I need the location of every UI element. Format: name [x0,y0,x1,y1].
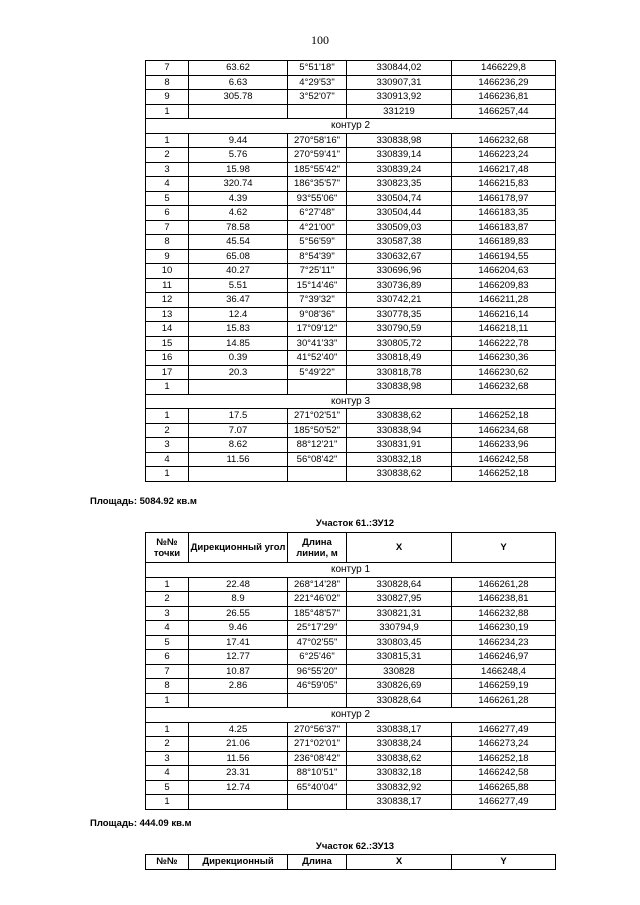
x-coordinate-cell: 330803,45 [347,635,452,650]
contour-row [146,394,556,409]
length-cell: 5.76 [189,148,288,163]
y-coordinate-cell: 1466273,24 [452,737,556,752]
direction-angle-cell: 221°46'02" [288,592,347,607]
point-number-cell: 7 [146,220,189,235]
table-row [146,679,556,694]
y-coordinate-cell: 1466252,18 [452,751,556,766]
table-row [146,264,556,279]
contour-row [146,119,556,134]
x-coordinate-cell: 330794,9 [347,621,452,636]
table-row [146,780,556,795]
x-coordinate-cell: 330815,31 [347,650,452,665]
y-coordinate-cell: 1466232,88 [452,606,556,621]
length-cell: 20.3 [189,365,288,380]
y-coordinate-cell: 1466257,44 [452,104,556,119]
point-number-cell: 1 [146,380,189,395]
table-row [146,722,556,737]
x-coordinate-cell: 330778,35 [347,307,452,322]
x-coordinate-cell: 330838,98 [347,133,452,148]
contour-label: контур 2 [146,119,556,134]
direction-angle-cell: 41°52'40" [288,351,347,366]
y-coordinate-cell: 1466252,18 [452,467,556,482]
point-number-cell: 3 [146,751,189,766]
table-row [146,592,556,607]
y-coordinate-cell: 1466222,78 [452,336,556,351]
x-coordinate-cell: 330790,59 [347,322,452,337]
direction-angle-cell [288,693,347,708]
direction-angle-cell: 6°25'46" [288,650,347,665]
x-coordinate-cell: 330838,94 [347,423,452,438]
contour-2-rows [146,722,556,809]
x-coordinate-cell: 330828,64 [347,577,452,592]
length-cell: 14.85 [189,336,288,351]
direction-angle-cell: 271°02'51" [288,409,347,424]
direction-angle-cell [288,380,347,395]
table-row [146,423,556,438]
direction-angle-cell: 185°55'42" [288,162,347,177]
direction-angle-cell [288,104,347,119]
area-summary: Площадь: 444.09 кв.м [90,818,192,829]
y-coordinate-cell: 1466230,62 [452,365,556,380]
contour-label: контур 3 [146,394,556,409]
table-row [146,452,556,467]
point-number-cell: 8 [146,75,189,90]
direction-angle-cell: 88°12'21" [288,438,347,453]
table-row [146,409,556,424]
table-row [146,351,556,366]
length-cell: 11.56 [189,452,288,467]
contour-row [146,708,556,723]
direction-angle-cell: 268°14'28" [288,577,347,592]
x-coordinate-cell: 330838,17 [347,722,452,737]
parcel-table-next [145,854,556,870]
point-number-cell: 3 [146,606,189,621]
table-row [146,606,556,621]
x-coordinate-cell: 330913,92 [347,90,452,105]
contour-1-rows [146,61,556,119]
point-number-cell: 1 [146,104,189,119]
direction-angle-cell [288,795,347,810]
y-coordinate-cell: 1466265,88 [452,780,556,795]
point-number-cell: 5 [146,780,189,795]
length-cell: 22.48 [189,577,288,592]
point-number-cell: 1 [146,722,189,737]
x-coordinate-cell: 330828,64 [347,693,452,708]
point-number-cell: 5 [146,635,189,650]
table-row [146,220,556,235]
table-row [146,75,556,90]
header-x: X [347,533,452,563]
x-coordinate-cell: 330832,92 [347,780,452,795]
point-number-cell: 8 [146,679,189,694]
direction-angle-cell: 15°14'46" [288,278,347,293]
point-number-cell: 16 [146,351,189,366]
page-number: 100 [311,33,329,47]
direction-angle-cell: 3°52'07" [288,90,347,105]
point-number-cell: 1 [146,409,189,424]
length-cell: 9.44 [189,133,288,148]
point-number-cell: 9 [146,90,189,105]
x-coordinate-cell: 330838,62 [347,409,452,424]
length-cell [189,104,288,119]
direction-angle-cell: 270°59'41" [288,148,347,163]
length-cell: 17.41 [189,635,288,650]
point-number-cell: 5 [146,191,189,206]
point-number-cell: 4 [146,766,189,781]
length-cell: 12.4 [189,307,288,322]
y-coordinate-cell: 1466217,48 [452,162,556,177]
x-coordinate-cell: 330838,62 [347,467,452,482]
y-coordinate-cell: 1466261,28 [452,693,556,708]
table-row [146,307,556,322]
direction-angle-cell: 88°10'51" [288,766,347,781]
x-coordinate-cell: 330805,72 [347,336,452,351]
y-coordinate-cell: 1466189,83 [452,235,556,250]
table-row [146,380,556,395]
x-coordinate-cell: 330587,38 [347,235,452,250]
header-point-number: №№ точки [146,533,189,563]
length-cell: 26.55 [189,606,288,621]
table-row [146,278,556,293]
point-number-cell: 14 [146,322,189,337]
table-row [146,133,556,148]
table-row [146,664,556,679]
y-coordinate-cell: 1466232,68 [452,133,556,148]
x-coordinate-cell: 330831,91 [347,438,452,453]
direction-angle-cell: 65°40'04" [288,780,347,795]
header-x: X [347,855,452,870]
length-cell: 4.39 [189,191,288,206]
table-row [146,206,556,221]
x-coordinate-cell: 330828 [347,664,452,679]
x-coordinate-cell: 330818,49 [347,351,452,366]
header-line-length: Длина [288,855,347,870]
direction-angle-cell: 5°51'18" [288,61,347,76]
table-row [146,635,556,650]
y-coordinate-cell: 1466230,19 [452,621,556,636]
header-y: Y [452,855,556,870]
y-coordinate-cell: 1466229,8 [452,61,556,76]
y-coordinate-cell: 1466233,96 [452,438,556,453]
x-coordinate-cell: 330832,18 [347,766,452,781]
x-coordinate-cell: 330907,31 [347,75,452,90]
point-number-cell: 15 [146,336,189,351]
contour-3-rows [146,409,556,482]
table-row [146,751,556,766]
length-cell: 15.83 [189,322,288,337]
y-coordinate-cell: 1466209,83 [452,278,556,293]
length-cell: 17.5 [189,409,288,424]
direction-angle-cell: 30°41'33" [288,336,347,351]
direction-angle-cell: 4°21'00" [288,220,347,235]
table-row [146,737,556,752]
length-cell: 36.47 [189,293,288,308]
table-row [146,249,556,264]
length-cell: 2.86 [189,679,288,694]
point-number-cell: 2 [146,737,189,752]
x-coordinate-cell: 330827,95 [347,592,452,607]
direction-angle-cell: 93°55'06" [288,191,347,206]
y-coordinate-cell: 1466246,97 [452,650,556,665]
y-coordinate-cell: 1466204,63 [452,264,556,279]
length-cell: 40.27 [189,264,288,279]
point-number-cell: 3 [146,438,189,453]
direction-angle-cell: 5°49'22" [288,365,347,380]
point-number-cell: 7 [146,664,189,679]
x-coordinate-cell: 330839,14 [347,148,452,163]
x-coordinate-cell: 330844,02 [347,61,452,76]
point-number-cell: 11 [146,278,189,293]
table-row [146,650,556,665]
length-cell [189,795,288,810]
y-coordinate-cell: 1466236,81 [452,90,556,105]
length-cell: 4.62 [189,206,288,221]
length-cell: 21.06 [189,737,288,752]
table-row [146,148,556,163]
length-cell: 63.62 [189,61,288,76]
direction-angle-cell: 8°54'39" [288,249,347,264]
length-cell: 6.63 [189,75,288,90]
point-number-cell: 17 [146,365,189,380]
y-coordinate-cell: 1466248,4 [452,664,556,679]
x-coordinate-cell: 330632,67 [347,249,452,264]
table-row [146,365,556,380]
direction-angle-cell: 270°56'37" [288,722,347,737]
table-header-row [146,533,556,563]
y-coordinate-cell: 1466218,11 [452,322,556,337]
length-cell: 45.54 [189,235,288,250]
point-number-cell: 1 [146,693,189,708]
direction-angle-cell: 186°35'57" [288,177,347,192]
x-coordinate-cell: 330504,74 [347,191,452,206]
direction-angle-cell: 270°58'16" [288,133,347,148]
x-coordinate-cell: 330696,96 [347,264,452,279]
length-cell: 10.87 [189,664,288,679]
length-cell: 23.31 [189,766,288,781]
x-coordinate-cell: 330736,89 [347,278,452,293]
point-number-cell: 10 [146,264,189,279]
y-coordinate-cell: 1466216,14 [452,307,556,322]
parcel-title: Участок 62.:ЗУ13 [315,841,395,852]
contour-label: контур 2 [146,708,556,723]
y-coordinate-cell: 1466178,97 [452,191,556,206]
table-header-row [146,855,556,870]
direction-angle-cell: 17°09'12" [288,322,347,337]
length-cell [189,467,288,482]
table-row [146,104,556,119]
x-coordinate-cell: 330818,78 [347,365,452,380]
y-coordinate-cell: 1466183,35 [452,206,556,221]
parcel-title: Участок 61.:ЗУ12 [315,518,395,529]
table-row [146,438,556,453]
point-number-cell: 12 [146,293,189,308]
y-coordinate-cell: 1466277,49 [452,722,556,737]
length-cell: 78.58 [189,220,288,235]
length-cell: 65.08 [189,249,288,264]
point-number-cell: 1 [146,133,189,148]
table-row [146,235,556,250]
table-row [146,90,556,105]
direction-angle-cell: 185°48'57" [288,606,347,621]
x-coordinate-cell: 330823,35 [347,177,452,192]
y-coordinate-cell: 1466242,58 [452,766,556,781]
y-coordinate-cell: 1466230,36 [452,351,556,366]
table-row [146,766,556,781]
header-y: Y [452,533,556,563]
length-cell: 305.78 [189,90,288,105]
table-row [146,693,556,708]
x-coordinate-cell: 330838,24 [347,737,452,752]
point-number-cell: 2 [146,423,189,438]
length-cell: 4.25 [189,722,288,737]
table-row [146,795,556,810]
length-cell: 5.51 [189,278,288,293]
point-number-cell: 9 [146,249,189,264]
x-coordinate-cell: 330826,69 [347,679,452,694]
header-point-number: №№ [146,855,189,870]
y-coordinate-cell: 1466183,87 [452,220,556,235]
table-row [146,322,556,337]
length-cell: 0.39 [189,351,288,366]
y-coordinate-cell: 1466277,49 [452,795,556,810]
area-summary: Площадь: 5084.92 кв.м [90,496,197,507]
direction-angle-cell [288,467,347,482]
y-coordinate-cell: 1466259,19 [452,679,556,694]
length-cell: 7.07 [189,423,288,438]
direction-angle-cell: 25°17'29" [288,621,347,636]
length-cell: 12.74 [189,780,288,795]
y-coordinate-cell: 1466211,28 [452,293,556,308]
table-row [146,577,556,592]
point-number-cell: 3 [146,162,189,177]
point-number-cell: 4 [146,452,189,467]
y-coordinate-cell: 1466252,18 [452,409,556,424]
direction-angle-cell: 185°50'52" [288,423,347,438]
point-number-cell: 2 [146,148,189,163]
table-row [146,177,556,192]
direction-angle-cell: 6°27'48" [288,206,347,221]
direction-angle-cell: 7°39'32" [288,293,347,308]
parcel-table-continued [145,60,556,482]
x-coordinate-cell: 330832,18 [347,452,452,467]
direction-angle-cell: 271°02'01" [288,737,347,752]
contour-label: контур 1 [146,563,556,578]
header-direction-angle: Дирекционный [189,855,288,870]
direction-angle-cell: 46°59'05" [288,679,347,694]
x-coordinate-cell: 330504,44 [347,206,452,221]
direction-angle-cell: 9°08'36" [288,307,347,322]
table-row [146,191,556,206]
direction-angle-cell: 47°02'55" [288,635,347,650]
y-coordinate-cell: 1466223,24 [452,148,556,163]
length-cell: 9.46 [189,621,288,636]
point-number-cell: 8 [146,235,189,250]
x-coordinate-cell: 330742,21 [347,293,452,308]
y-coordinate-cell: 1466194,55 [452,249,556,264]
table-row [146,621,556,636]
table-row [146,162,556,177]
direction-angle-cell: 5°56'59" [288,235,347,250]
length-cell [189,380,288,395]
y-coordinate-cell: 1466238,81 [452,592,556,607]
x-coordinate-cell: 330839,24 [347,162,452,177]
x-coordinate-cell: 330838,98 [347,380,452,395]
table-row [146,467,556,482]
x-coordinate-cell: 331219 [347,104,452,119]
length-cell: 8.62 [189,438,288,453]
point-number-cell: 2 [146,592,189,607]
table-row [146,336,556,351]
x-coordinate-cell: 330838,62 [347,751,452,766]
point-number-cell: 4 [146,621,189,636]
direction-angle-cell: 236°08'42" [288,751,347,766]
direction-angle-cell: 4°29'53" [288,75,347,90]
point-number-cell: 1 [146,577,189,592]
length-cell: 320.74 [189,177,288,192]
direction-angle-cell: 56°08'42" [288,452,347,467]
y-coordinate-cell: 1466242,58 [452,452,556,467]
direction-angle-cell: 7°25'11" [288,264,347,279]
x-coordinate-cell: 330821,31 [347,606,452,621]
direction-angle-cell: 96°55'20" [288,664,347,679]
point-number-cell: 6 [146,206,189,221]
table-row [146,61,556,76]
y-coordinate-cell: 1466236,29 [452,75,556,90]
contour-1-rows [146,577,556,708]
contour-2-rows [146,133,556,394]
table-row [146,293,556,308]
header-line-length: Длина линии, м [288,533,347,563]
x-coordinate-cell: 330838,17 [347,795,452,810]
length-cell: 11.56 [189,751,288,766]
point-number-cell: 7 [146,61,189,76]
point-number-cell: 1 [146,467,189,482]
point-number-cell: 6 [146,650,189,665]
contour-row [146,563,556,578]
x-coordinate-cell: 330509,03 [347,220,452,235]
length-cell: 12.77 [189,650,288,665]
y-coordinate-cell: 1466215,83 [452,177,556,192]
point-number-cell: 1 [146,795,189,810]
point-number-cell: 13 [146,307,189,322]
y-coordinate-cell: 1466234,68 [452,423,556,438]
length-cell: 8.9 [189,592,288,607]
point-number-cell: 4 [146,177,189,192]
length-cell: 15.98 [189,162,288,177]
y-coordinate-cell: 1466261,28 [452,577,556,592]
y-coordinate-cell: 1466232,68 [452,380,556,395]
header-direction-angle: Дирекционный угол [189,533,288,563]
length-cell [189,693,288,708]
y-coordinate-cell: 1466234,23 [452,635,556,650]
parcel-table [145,532,556,810]
